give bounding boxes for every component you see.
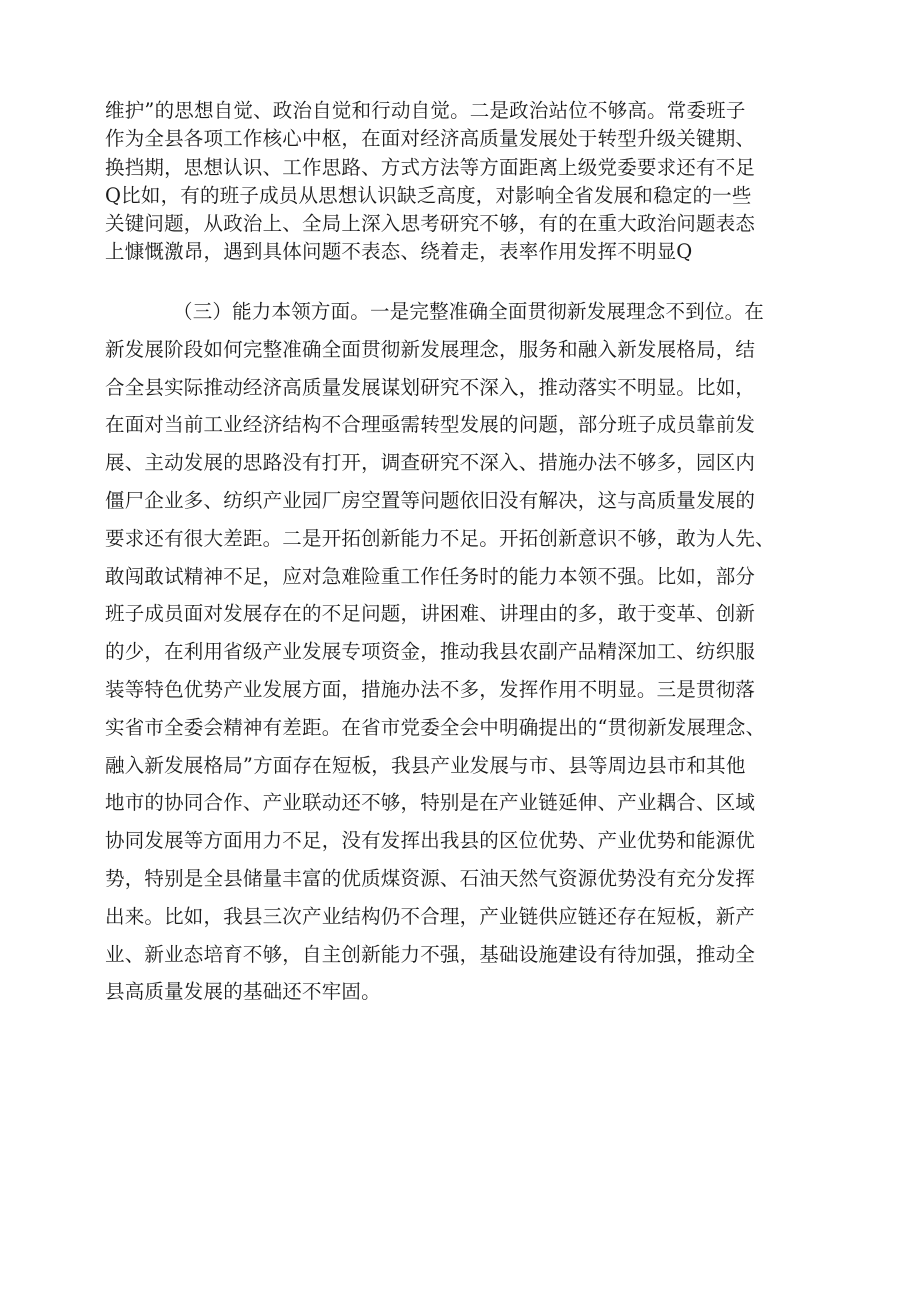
paragraph-2-line: 敢闯敢试精神不足，应对急难险重工作任务时的能力本领不强。比如，部分 <box>105 564 756 588</box>
paragraph-2-line: 合全县实际推动经济高质量发展谋划研究不深入，推动落实不明显。比如， <box>105 375 756 399</box>
paragraph-1-line: 作为全县各项工作核心中枢，在面对经济高质量发展处于转型升级关键期、 <box>105 127 756 151</box>
paragraph-2-line: 僵尸企业多、纺织产业园厂房空置等问题依旧没有解决，这与高质量发展的 <box>105 488 756 512</box>
paragraph-2-line: 县高质量发展的基础还不牢固。 <box>105 980 381 1004</box>
paragraph-2-line: 融入新发展格局”方面存在短板，我县产业发展与市、县等周边县市和其他 <box>105 753 746 777</box>
paragraph-2-line: 地市的协同合作、产业联动还不够，特别是在产业链延伸、产业耦合、区域 <box>105 791 756 815</box>
paragraph-2-line: 装等特色优势产业发展方面，措施办法不多，发挥作用不明显。三是贯彻落 <box>105 677 756 701</box>
paragraph-2-line: 势，特别是全县储量丰富的优质煤资源、石油天然气资源优势没有充分发挥 <box>105 866 756 890</box>
paragraph-1 <box>105 97 805 267</box>
paragraph-2-line: 班子成员面对发展存在的不足问题，讲困难、讲理由的多，敢于变革、创新 <box>105 602 756 626</box>
paragraph-1-line: Q比如，有的班子成员从思想认识缺乏高度，对影响全省发展和稳定的一些 <box>105 183 752 207</box>
paragraph-1-line: 关键问题，从政治上、全局上深入思考研究不够，有的在重大政治问题表态 <box>105 212 756 236</box>
paragraph-1-line: 换挡期，思想认识、工作思路、方式方法等方面距离上级党委要求还有不足 <box>105 155 756 179</box>
paragraph-2-line: 出来。比如，我县三次产业结构仍不合理，产业链供应链还存在短板，新产 <box>105 904 756 928</box>
paragraph-2 <box>105 293 805 1011</box>
paragraph-2-line: （三）能力本领方面。一是完整准确全面贯彻新发展理念不到位。在 <box>173 300 765 323</box>
paragraph-1-line: 上慷慨激昂，遇到具体问题不表态、绕着走，表率作用发挥不明显Q <box>105 240 693 264</box>
paragraph-1-line: 维护”的思想自觉、政治自觉和行动自觉。二是政治站位不够高。常委班子 <box>105 99 746 122</box>
paragraph-2-line: 在面对当前工业经济结构不合理亟需转型发展的问题，部分班子成员靠前发 <box>105 413 756 437</box>
paragraph-2-line: 实省市全委会精神有差距。在省市党委全会中明确提出的“贯彻新发展理念、 <box>105 715 766 739</box>
paragraph-2-line: 协同发展等方面用力不足，没有发挥出我县的区位优势、产业优势和能源优 <box>105 829 756 853</box>
paragraph-2-line: 要求还有很大差距。二是开拓创新能力不足。开拓创新意识不够，敢为人先、 <box>105 526 775 550</box>
paragraph-2-line: 新发展阶段如何完整准确全面贯彻新发展理念，服务和融入新发展格局，结 <box>105 337 756 361</box>
paragraph-2-line: 业、新业态培育不够，自主创新能力不强，基础设施建设有待加强，推动全 <box>105 942 756 966</box>
paragraph-2-line: 展、主动发展的思路没有打开，调查研究不深入、措施办法不够多，园区内 <box>105 451 756 475</box>
paragraph-2-line: 的少，在利用省级产业发展专项资金，推动我县农副产品精深加工、纺织服 <box>105 640 756 664</box>
